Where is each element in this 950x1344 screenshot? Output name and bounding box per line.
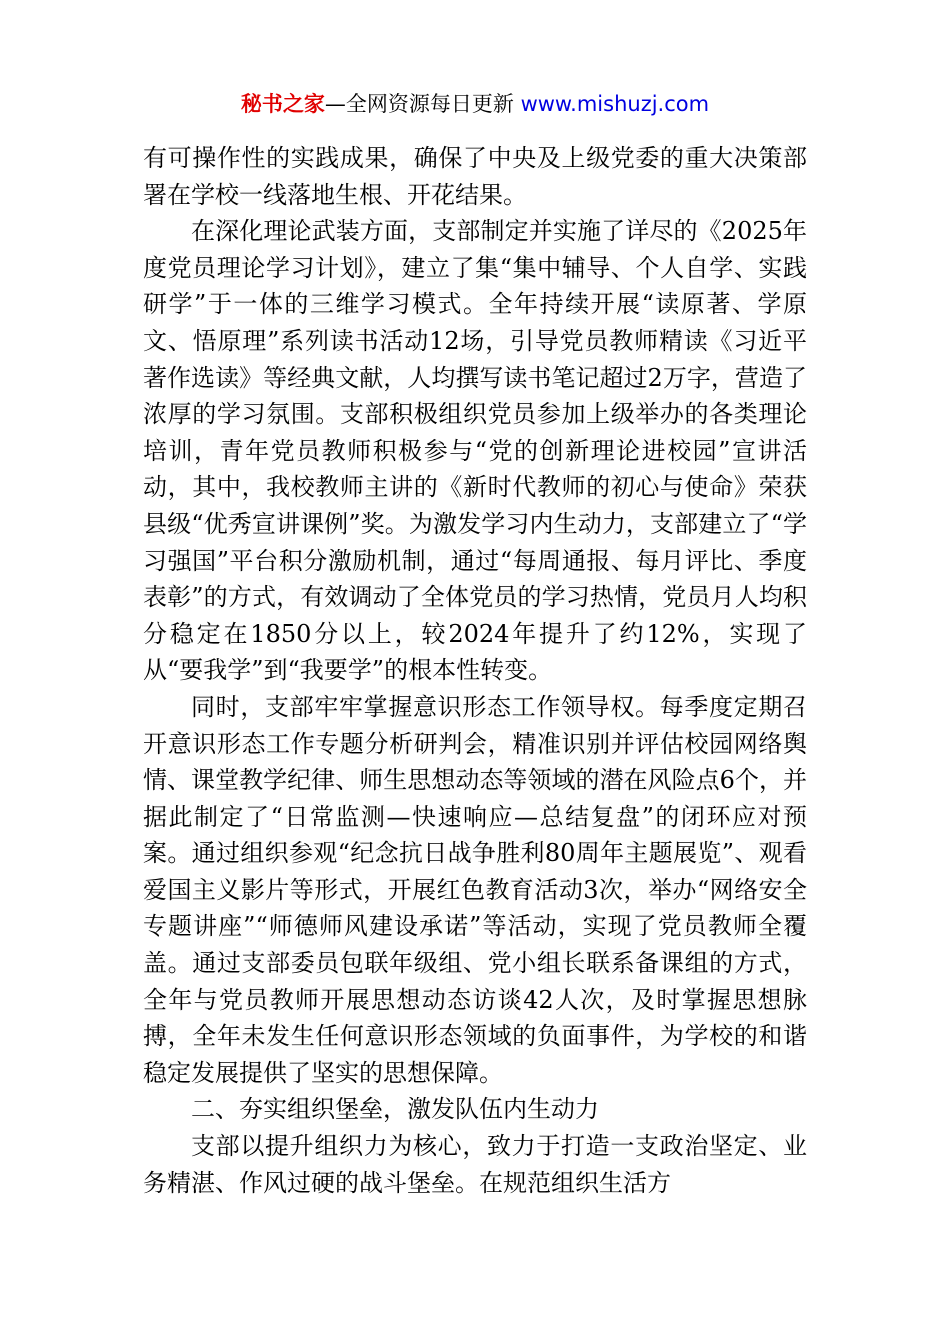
brand-name: 秘书之家 [240,92,325,116]
header-tagline: —全网资源每日更新 [324,92,514,116]
site-url-link[interactable]: www.mishuzj.com [520,92,710,116]
paragraph-ideology-work: 同时，支部牢牢掌握意识形态工作领导权。每季度定期召开意识形态工作专题分析研判会，精准识别并评估校园网络舆情、课堂教学纪律、师生思想动态等领域的潜在风险点6个，并据此制定了“日常监测—快速响应—总结复盘”的闭环应对预案。通过组织参观“纪念抗日战争胜利80周年主题展览”、观看爱国主义影片等形式，开展红色教育活动3次，举办“网络安全专题讲座”“师德师风建设承诺”等活动，实现了党员教师全覆盖。通过支部委员包联年级组、党小组长联系备课组的方式，全年与党员教师开展思想动态访谈42人次，及时掌握思想脉搏，全年未发生任何意识形态领域的负面事件，为学校的和谐稳定发展提供了坚实的思想保障。 [143,692,807,1087]
document-body [143,140,807,1201]
paragraph-organization: 支部以提升组织力为核心，致力于打造一支政治坚定、业务精湛、作风过硬的战斗堡垒。在规范组织生活方 [143,1132,807,1197]
section-heading: 二、夯实组织堡垒，激发队伍内生动力 [191,1095,599,1124]
paragraph-continuation: 有可操作性的实践成果，确保了中央及上级党委的重大决策部署在学校一线落地生根、开花结果。 [143,144,807,209]
site-header [0,88,950,120]
paragraph-theory-study: 在深化理论武装方面，支部制定并实施了详尽的《2025年度党员理论学习计划》，建立了集“集中辅导、个人自学、实践研学”于一体的三维学习模式。全年持续开展“读原著、学原文、悟原理”系列读书活动12场，引导党员教师精读《习近平著作选读》等经典文献，人均撰写读书笔记超过2万字，营造了浓厚的学习氛围。支部积极组织党员参加上级举办的各类理论培训，青年党员教师积极参与“党的创新理论进校园”宣讲活动，其中，我校教师主讲的《新时代教师的初心与使命》荣获县级“优秀宣讲课例”奖。为激发学习内生动力，支部建立了“学习强国”平台积分激励机制，通过“每周通报、每月评比、季度表彰”的方式，有效调动了全体党员的学习热情，党员月人均积分稳定在1850分以上，较2024年提升了约12%，实现了从“要我学”到“我要学”的根本性转变。 [143,217,807,685]
